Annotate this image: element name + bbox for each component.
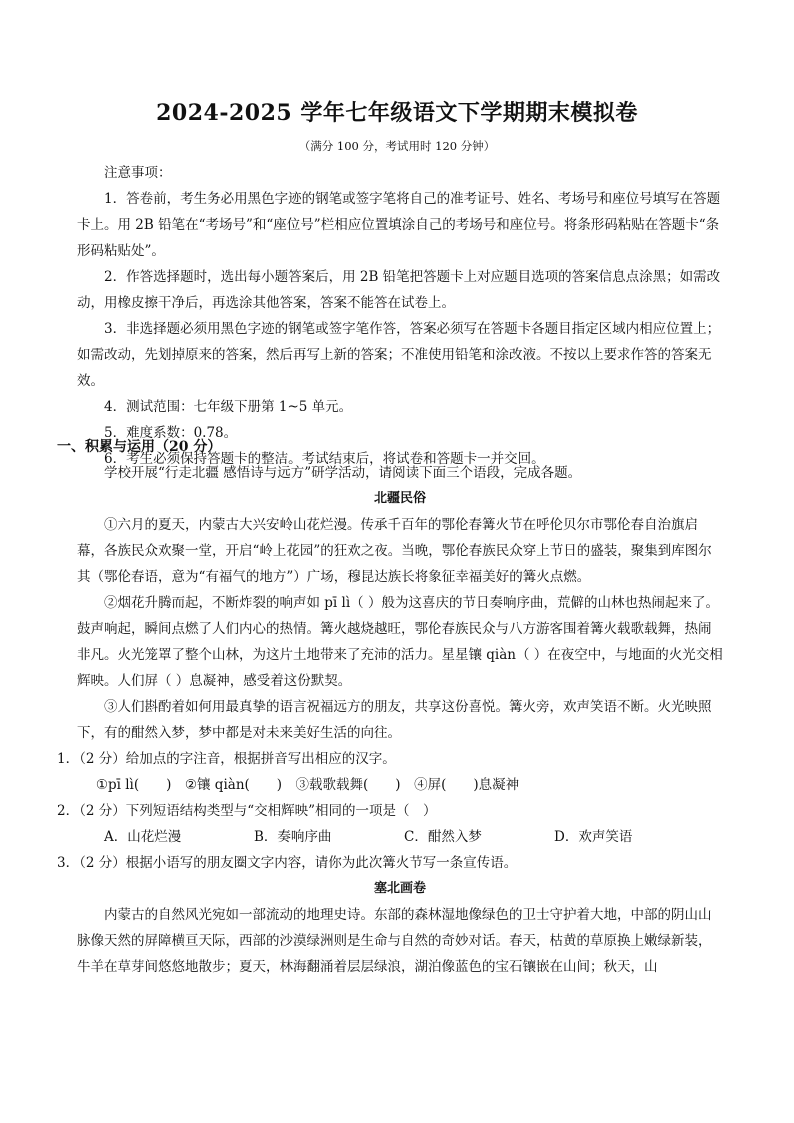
- page-subtitle: （满分 100 分，考试用时 120 分钟）: [298, 139, 496, 153]
- question-2-stem: 2．（2 分）下列短语结构类型与“交相辉映”相同的一项是（ ）: [57, 803, 437, 819]
- passage-title: 塞北画卷: [373, 881, 426, 896]
- section-intro: 学校开展“行走北疆 感悟诗与远方”研学活动，请阅读下面三个语段，完成各题。: [104, 465, 582, 481]
- question-3-stem: 3．（2 分）根据小语写的朋友圈文字内容，请你为此次篝火节写一条宣传语。: [57, 855, 518, 871]
- notice-item: 5．难度系数：0.78。: [104, 425, 238, 441]
- question-1-stem: 1．（2 分）给加点的字注音，根据拼音写出相应的汉字。: [57, 751, 396, 767]
- option-a: A．山花烂漫: [104, 829, 182, 845]
- notice-item: 2．作答选择题时，选出每小题答案后，用 2B 铅笔把答题卡上对应题目选项的答案信息点涂黑；如需改动，用橡皮擦干净后，再选涂其他答案，答案不能答在试卷上。: [77, 269, 721, 311]
- notice-item: 1．答卷前，考生务必用黑色字迹的钢笔或签字笔将自己的准考证号、姓名、考场号和座位号填写在答题卡上。用 2B 铅笔在“考场号”和“座位号”栏相应位置填涂自己的考场号和座位号。将条形码粘贴在答题卡“条形码粘贴处”。: [77, 191, 721, 259]
- question-1-blanks: ①pī lì( ) ②镶 qiàn( ) ③载歌载舞( ) ④屏( )息凝神: [95, 777, 520, 793]
- passage-paragraph: 内蒙古的自然风光宛如一部流动的地理史诗。东部的森林湿地像绿色的卫士守护着大地，中部的阴山山脉像天然的屏障横亘天际，西部的沙漠绿洲则是生命与自然的奇妙对话。春天，枯黄的草原换上嫩绿新装，牛羊在草芽间悠悠地散步；夏天，林海翻涌着层层绿浪，湖泊像蓝色的宝石镶嵌在山间；秋天，山: [77, 907, 712, 975]
- passage-paragraph: ①六月的夏天，内蒙古大兴安岭山花烂漫。传承千百年的鄂伦春篝火节在呼伦贝尔市鄂伦春自治旗启幕，各族民众欢聚一堂，开启“岭上花园”的狂欢之夜。当晚，鄂伦春族民众穿上节日的盛装，聚集到库图尔其（鄂伦春语，意为“有福气的地方”）广场，穆昆达族长将象征幸福美好的篝火点燃。: [77, 517, 712, 585]
- passage-paragraph: ②烟花升腾而起，不断炸裂的响声如 pī lì（ ）般为这喜庆的节日奏响序曲，荒僻的山林也热闹起来了。鼓声响起，瞬间点燃了人们内心的热情。篝火越烧越旺，鄂伦春族民众与八方游客围着篝火载歌载舞，热闹非凡。火光笼罩了整个山林，为这片土地带来了充沛的活力。星星镶 qiàn（ ）在夜空中，与地面的火光交相辉映。人们屏（ ）息凝神，感受着这份默契。: [77, 595, 723, 689]
- section-heading: 一、积累与运用（20 分）: [57, 439, 222, 455]
- option-c: C．酣然入梦: [404, 829, 482, 845]
- notice-item: 6．考生必须保持答题卡的整洁。考试结束后，将试卷和答题卡一并交回。: [104, 451, 545, 467]
- notice-section: [77, 160, 723, 472]
- section-one: [57, 434, 723, 980]
- notice-item: 4．测试范围：七年级下册第 1~5 单元。: [104, 399, 353, 415]
- option-b: B．奏响序曲: [254, 829, 332, 845]
- page-title: 2024-2025 学年七年级语文下学期期末模拟卷: [156, 100, 638, 126]
- notice-item: 3．非选择题必须用黑色字迹的钢笔或签字笔作答，答案必须写在答题卡各题目指定区域内相应位置上；如需改动，先划掉原来的答案，然后再写上新的答案；不准使用铅笔和涂改液。不按以上要求作答的答案无效。: [77, 321, 721, 389]
- option-d: D．欢声笑语: [554, 829, 633, 845]
- notice-heading: 注意事项：: [104, 165, 172, 181]
- passage-title: 北疆民俗: [373, 491, 426, 506]
- question-2-options: [77, 824, 723, 850]
- passage-paragraph: ③人们斟酌着如何用最真挚的语言祝福远方的朋友，共享这份喜悦。篝火旁，欢声笑语不断。火光映照下，有的酣然入梦，梦中都是对未来美好生活的向往。: [77, 699, 712, 741]
